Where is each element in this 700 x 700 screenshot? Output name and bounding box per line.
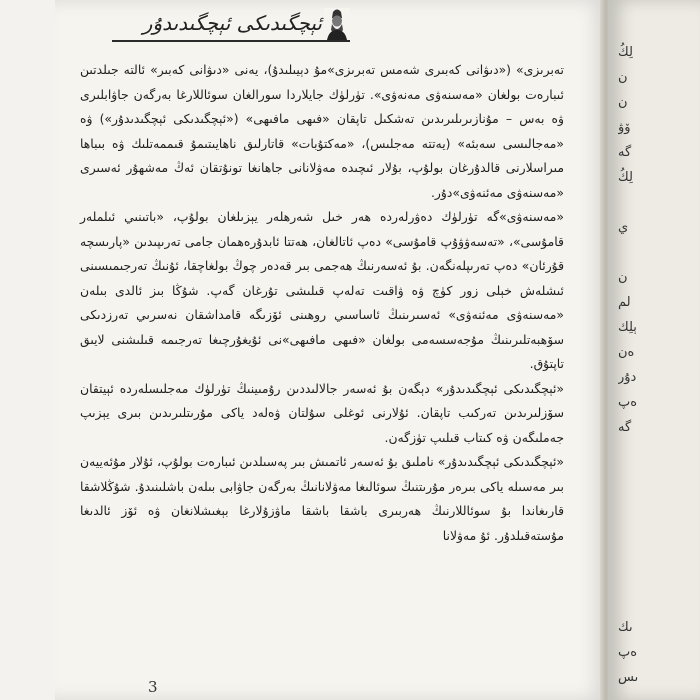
adjacent-page-fragment: لِكُ — [618, 45, 633, 60]
adjacent-page-fragment: ن — [618, 95, 628, 110]
body-text — [80, 58, 564, 548]
adjacent-page-fragment — [618, 190, 698, 215]
adjacent-page-fragment — [618, 240, 698, 265]
portrait-icon — [324, 8, 350, 40]
paragraph: «ئېچگىدىكى ئېچگىدىدۇر» دېگەن بۇ ئەسەر جالالىددىن رۇمىينىڭ تۈرلۈك مەجلىسلەردە ئېيتقان سۆزلىرىدىن تەركىب تاپقان. ئۇلارنى ئوغلى سۇلتان ۋەلەد ياكى مۇرىتلىرىدىن بىرى يېزىپ جەملىگەن ۋە كىتاب قىلىپ تۈزگەن. — [80, 380, 564, 445]
adjacent-page-fragment: ىك — [618, 620, 633, 635]
adjacent-page-fragment — [618, 565, 698, 590]
adjacent-page-fragment: لِكُ — [618, 170, 633, 185]
adjacent-page-fragment: ېلِك — [618, 320, 637, 335]
adjacent-page-fragment: دۇر — [618, 370, 637, 385]
paragraph: «ئېچگىدىكى ئېچگىدىدۇر» ناملىق بۇ ئەسەر ئاتمىش بىر پەسىلدىن ئىبارەت بولۇپ، ئۇلار مۇئەييەن بىر مەسىلە ياكى بىرەر مۇرىتنىڭ سوئالىغا مەۋلانانىڭ بەرگەن جاۋابى بىلەن باشلىنىدۇ. شۇڭلاشقا قارىغاندا بۇ سوئاللارنىڭ ھەربىرى باشقا باشقا ماۋزۇلارغا بېغىشلانغان ۋە ئۆز ئالدىغا مۇستەقىلدۇر. ئۇ مەۋلانا — [80, 454, 564, 543]
adjacent-page-fragment — [618, 515, 698, 540]
adjacent-page-fragment: لم — [618, 295, 631, 310]
adjacent-page-fragment — [618, 490, 698, 515]
header-rule — [112, 40, 350, 42]
adjacent-page-fragment: ەن — [618, 345, 635, 360]
adjacent-page-fragment: گە — [618, 420, 632, 435]
adjacent-page-fragment: ەپ — [618, 645, 638, 660]
adjacent-page-text — [618, 40, 698, 690]
adjacent-page-fragment: ەپ — [618, 395, 638, 410]
paragraph: «مەسنەۋى»گە تۈرلۈك دەۋرلەردە ھەر خىل شەرھلەر يېزىلغان بولۇپ، «باتىنىي ئىلملەر قامۇسى»، «تەسەۋۋۇپ قامۇسى» دەپ ئاتالغان، ھەتتا ئابدۇرەھمان جامى تەرىپىدىن «پارىسچە قۇرئان» دەپ تەرىپلەنگەن. بۇ ئەسەرنىڭ ھەجمى بىر قەدەر چوڭ بولغاچقا، ئۇنىڭ تەرجىمىسىنى ئىشلەش خېلى زور كۈچ ۋە ۋاقىت تەلەپ قىلىشى تۇرغان گەپ. شۇڭا بىز ئالدى بىلەن «مەسنەۋى مەئنەۋى» ئەسىرىنىڭ ئاساسىي روھىنى ئۆزىگە قامداشقان نەسرىي تەرزدىكى سۆھبەتلىرىنىڭ مۇجەسسەمى بولغان «فىھى مافىھى»نى ئۇيغۇرچىغا تەرجىمە قىلىشنى لايىق تاپتۇق. — [80, 209, 564, 371]
adjacent-page-fragment: ىس — [618, 670, 639, 685]
running-title: ئېچگىدىكى ئېچگىدىدۇر — [142, 11, 322, 35]
adjacent-page-fragment: ي — [618, 220, 629, 235]
adjacent-page-fragment: ن — [618, 70, 628, 85]
adjacent-page-fragment — [618, 440, 698, 465]
adjacent-page-fragment — [618, 465, 698, 490]
adjacent-page-fragment — [618, 540, 698, 565]
adjacent-page — [608, 0, 700, 700]
adjacent-page-fragment — [618, 590, 698, 615]
running-header — [112, 8, 350, 42]
adjacent-page-fragment: ۆۋ — [618, 120, 631, 135]
adjacent-page-fragment: گە — [618, 145, 632, 160]
page-number: 3 — [148, 678, 158, 696]
paragraph: تەبرىزى» («دىۋانى كەبىرى شەمس تەبرىزى»مۇ دېيىلىدۇ)، يەنى «دىۋانى كەبىر» ئالتە جىلدتىن ئىبارەت بولغان «مەسنەۋى مەنەۋى». تۈرلۈك جايلاردا سورالغان سوئاللارغا بەرگەن جاۋابلىرى ۋە بەس – مۇنازىرىلىرىدىن تەشكىل تاپقان «فىھى مافىھى» («ئېچگىدىكى ئېچگىدىدۇر») ۋە «مەجالىسى سەبئە» (يەتتە مەجلىس)، «مەكتۇبات» قاتارلىق ناھايىتىمۇ قىممەتلىك ۋە بىباھا مىراسلارنى قالدۇرغان بولۇپ، بۇلار ئىچىدە مەۋلانانى جاھانغا تونۇتقان ئەڭ مەشھۇر ئەسىرى «مەسنەۋى مەئنەۋى»دۇر. — [80, 62, 564, 200]
adjacent-page-fragment: ن — [618, 270, 628, 285]
